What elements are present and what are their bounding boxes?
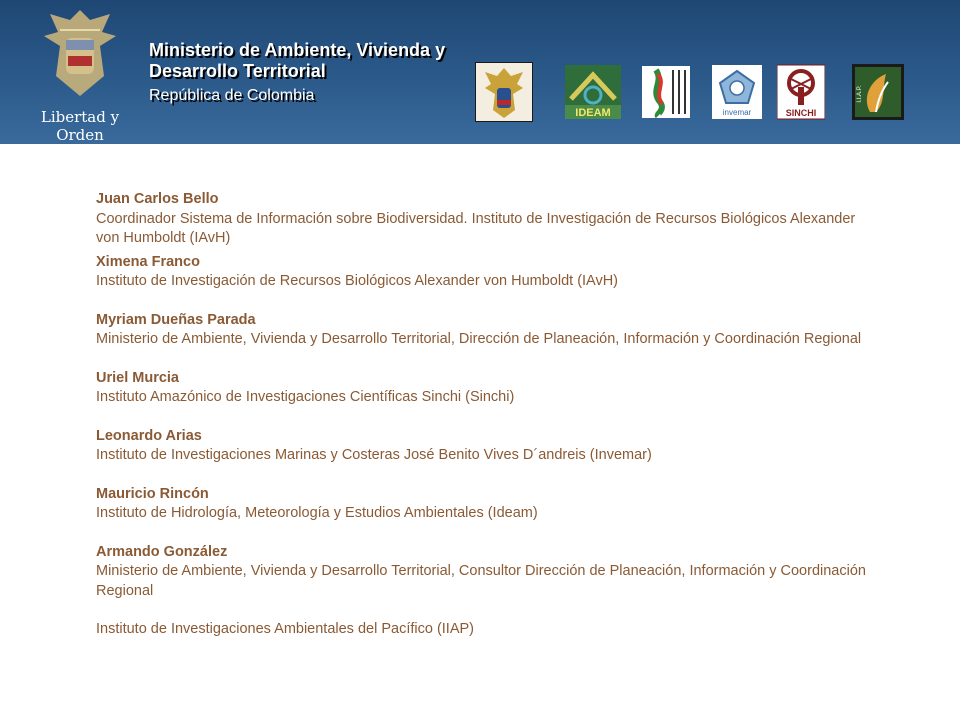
ministry-subtitle: República de Colombia (149, 87, 315, 104)
humboldt-institute-logo (642, 62, 690, 122)
contributor-name: Juan Carlos Bello (96, 191, 219, 207)
ideam-logo (565, 62, 621, 122)
contributor-entry (96, 485, 876, 524)
coat-of-arms-icon (30, 6, 130, 102)
colombia-coat-of-arms-logo (475, 62, 533, 122)
contributor-name: Armando González (96, 543, 228, 560)
contributor-entry (96, 620, 876, 640)
contributor-affiliation: Coordinador Sistema de Información sobre Biodiversidad. Instituto de Investigación de Recursos Biológicos Alexander von Humboldt (IAvH) (96, 210, 856, 246)
contributor-entry (96, 253, 876, 292)
iiap-logo (852, 64, 904, 120)
contributor-affiliation: Instituto de Hidrología, Meteorología y Estudios Ambientales (Ideam) (96, 505, 538, 521)
contributor-name: Uriel Murcia (96, 369, 179, 386)
svg-text:SINCHI: SINCHI (785, 108, 817, 118)
contributor-entry (96, 543, 876, 602)
contributor-affiliation: Instituto de Investigaciones Marinas y Costeras José Benito Vives D´andreis (Invemar) (96, 447, 652, 463)
invemar-logo (712, 62, 762, 122)
contributor-entry (96, 190, 876, 249)
svg-text:IDEAM: IDEAM (575, 107, 611, 119)
ministry-title-line-1: Ministerio de Ambiente, Vivienda y (149, 40, 446, 60)
contributor-name: Ximena Franco (96, 253, 200, 270)
contributor-affiliation: Ministerio de Ambiente, Vivienda y Desarrollo Territorial, Dirección de Planeación, Información y Coordinación Regional (96, 331, 862, 347)
contributor-entry (96, 311, 876, 350)
contributor-entry (96, 369, 876, 408)
header-banner (0, 0, 960, 144)
ministry-title-block (149, 40, 445, 107)
svg-text:invemar: invemar (722, 108, 752, 117)
contributor-name: Myriam Dueñas Parada (96, 311, 256, 328)
contributor-affiliation: Ministerio de Ambiente, Vivienda y Desarrollo Territorial, Consultor Dirección de Planeación, Información y Coordinación Regional (96, 563, 866, 599)
svg-text:I.I.A.P.: I.I.A.P. (857, 85, 863, 103)
contributor-affiliation: Instituto de Investigación de Recursos Biológicos Alexander von Humboldt (IAvH) (96, 273, 619, 289)
contributor-affiliation: Instituto de Investigaciones Ambientales del Pacífico (IIAP) (96, 621, 475, 637)
seal-caption: Libertad y Orden (40, 108, 120, 144)
contributor-name: Leonardo Arias (96, 427, 202, 444)
contributor-affiliation: Instituto Amazónico de Investigaciones Científicas Sinchi (Sinchi) (96, 389, 515, 405)
contributors-list (96, 190, 876, 659)
sinchi-logo (777, 62, 825, 122)
ministry-title-line-2: Desarrollo Territorial (149, 61, 326, 81)
contributor-entry (96, 427, 876, 466)
contributor-name: Mauricio Rincón (96, 485, 209, 502)
